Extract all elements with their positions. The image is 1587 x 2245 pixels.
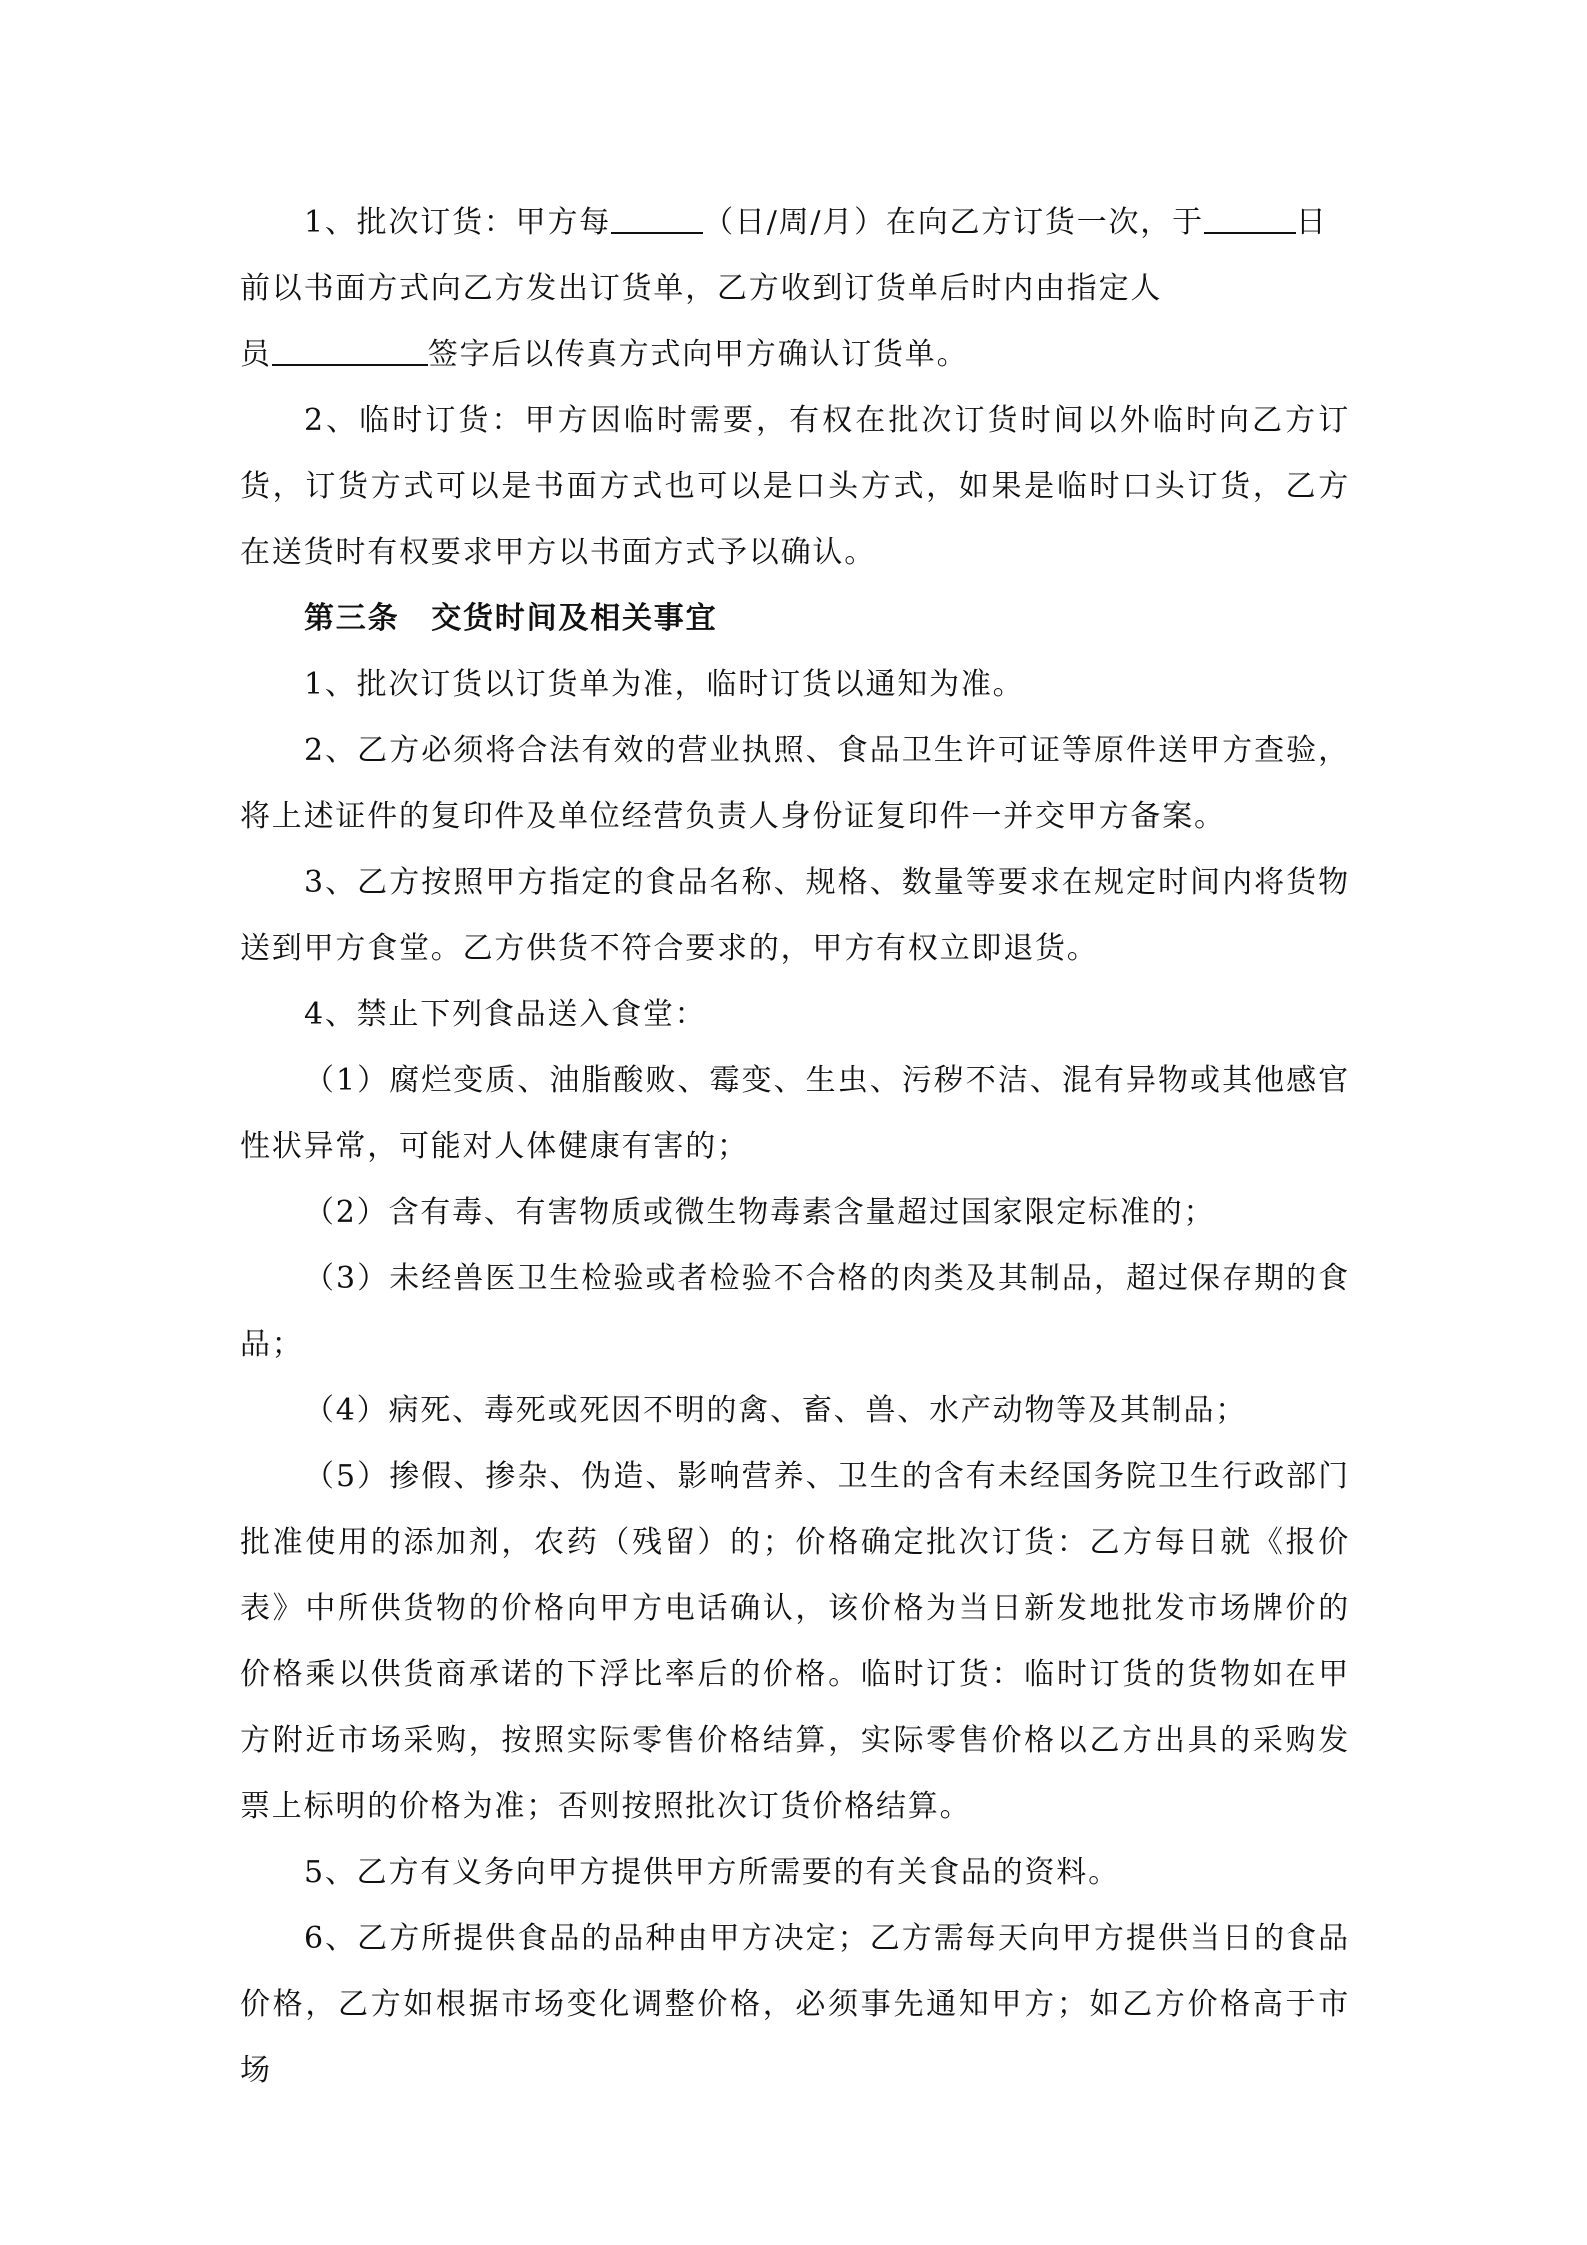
paragraph-subitem: （2）含有毒、有害物质或微生物毒素含量超过国家限定标准的；	[304, 1195, 1216, 1230]
paragraph-item: 4、禁止下列食品送入食堂：	[304, 997, 707, 1032]
paragraph-subitem: （4）病死、毒死或死因不明的禽、畜、兽、水产动物等及其制品；	[304, 1393, 1248, 1428]
section-heading: 第三条 交货时间及相关事宜	[304, 601, 718, 636]
paragraph-line: 前以书面方式向乙方发出订货单，乙方收到订货单后时内由指定人	[240, 271, 1163, 306]
blank-line	[272, 334, 428, 366]
document-page	[240, 190, 1350, 2104]
paragraph-subitem: （1）腐烂变质、油脂酸败、霉变、生虫、污秽不洁、混有异物或其他感官性状异常，可能对人体健康有害的；	[240, 1063, 1350, 1164]
paragraph-item: 6、乙方所提供食品的品种由甲方决定；乙方需每天向甲方提供当日的食品价格，乙方如根据市场变化调整价格，必须事先通知甲方；如乙方价格高于市场	[240, 1921, 1350, 2088]
paragraph-subitem: （5）掺假、掺杂、伪造、影响营养、卫生的含有未经国务院卫生行政部门批准使用的添加剂，农药（残留）的；价格确定批次订货：乙方每日就《报价表》中所供货物的价格向甲方电话确认，该价格为当日新发地批发市场牌价的价格乘以供货商承诺的下浮比率后的价格。临时订货：临时订货的货物如在甲方附近市场采购，按照实际零售价格结算，实际零售价格以乙方出具的采购发票上标明的价格为准；否则按照批次订货价格结算。	[240, 1459, 1350, 1824]
text-segment: 签字后以传真方式向甲方确认订货单。	[427, 337, 969, 372]
blank-line	[1204, 202, 1296, 234]
paragraph-item: 2、乙方必须将合法有效的营业执照、食品卫生许可证等原件送甲方查验，将上述证件的复印件及单位经营负责人身份证复印件一并交甲方备案。	[240, 733, 1350, 834]
paragraph-item: 1、批次订货以订货单为准，临时订货以通知为准。	[304, 667, 1025, 702]
paragraph-subitem: （3）未经兽医卫生检验或者检验不合格的肉类及其制品，超过保存期的食品；	[240, 1261, 1350, 1362]
paragraph-line	[240, 322, 1350, 388]
paragraph-temporary-order: 2、临时订货：甲方因临时需要，有权在批次订货时间以外临时向乙方订货，订货方式可以是书面方式也可以是口头方式，如果是临时口头订货，乙方在送货时有权要求甲方以书面方式予以确认。	[240, 403, 1350, 570]
paragraph-item: 5、乙方有义务向甲方提供甲方所需要的有关食品的资料。	[304, 1855, 1120, 1890]
paragraph-batch-order	[240, 190, 1350, 388]
text-segment: 1、批次订货：甲方每	[304, 205, 612, 240]
blank-line	[611, 202, 703, 234]
paragraph-line	[240, 190, 1350, 256]
text-segment: （日/周/月）在向乙方订货一次，于	[703, 205, 1204, 240]
paragraph-item: 3、乙方按照甲方指定的食品名称、规格、数量等要求在规定时间内将货物送到甲方食堂。乙方供货不符合要求的，甲方有权立即退货。	[240, 865, 1350, 966]
text-segment: 日	[1295, 205, 1328, 240]
text-segment: 员	[240, 337, 272, 372]
